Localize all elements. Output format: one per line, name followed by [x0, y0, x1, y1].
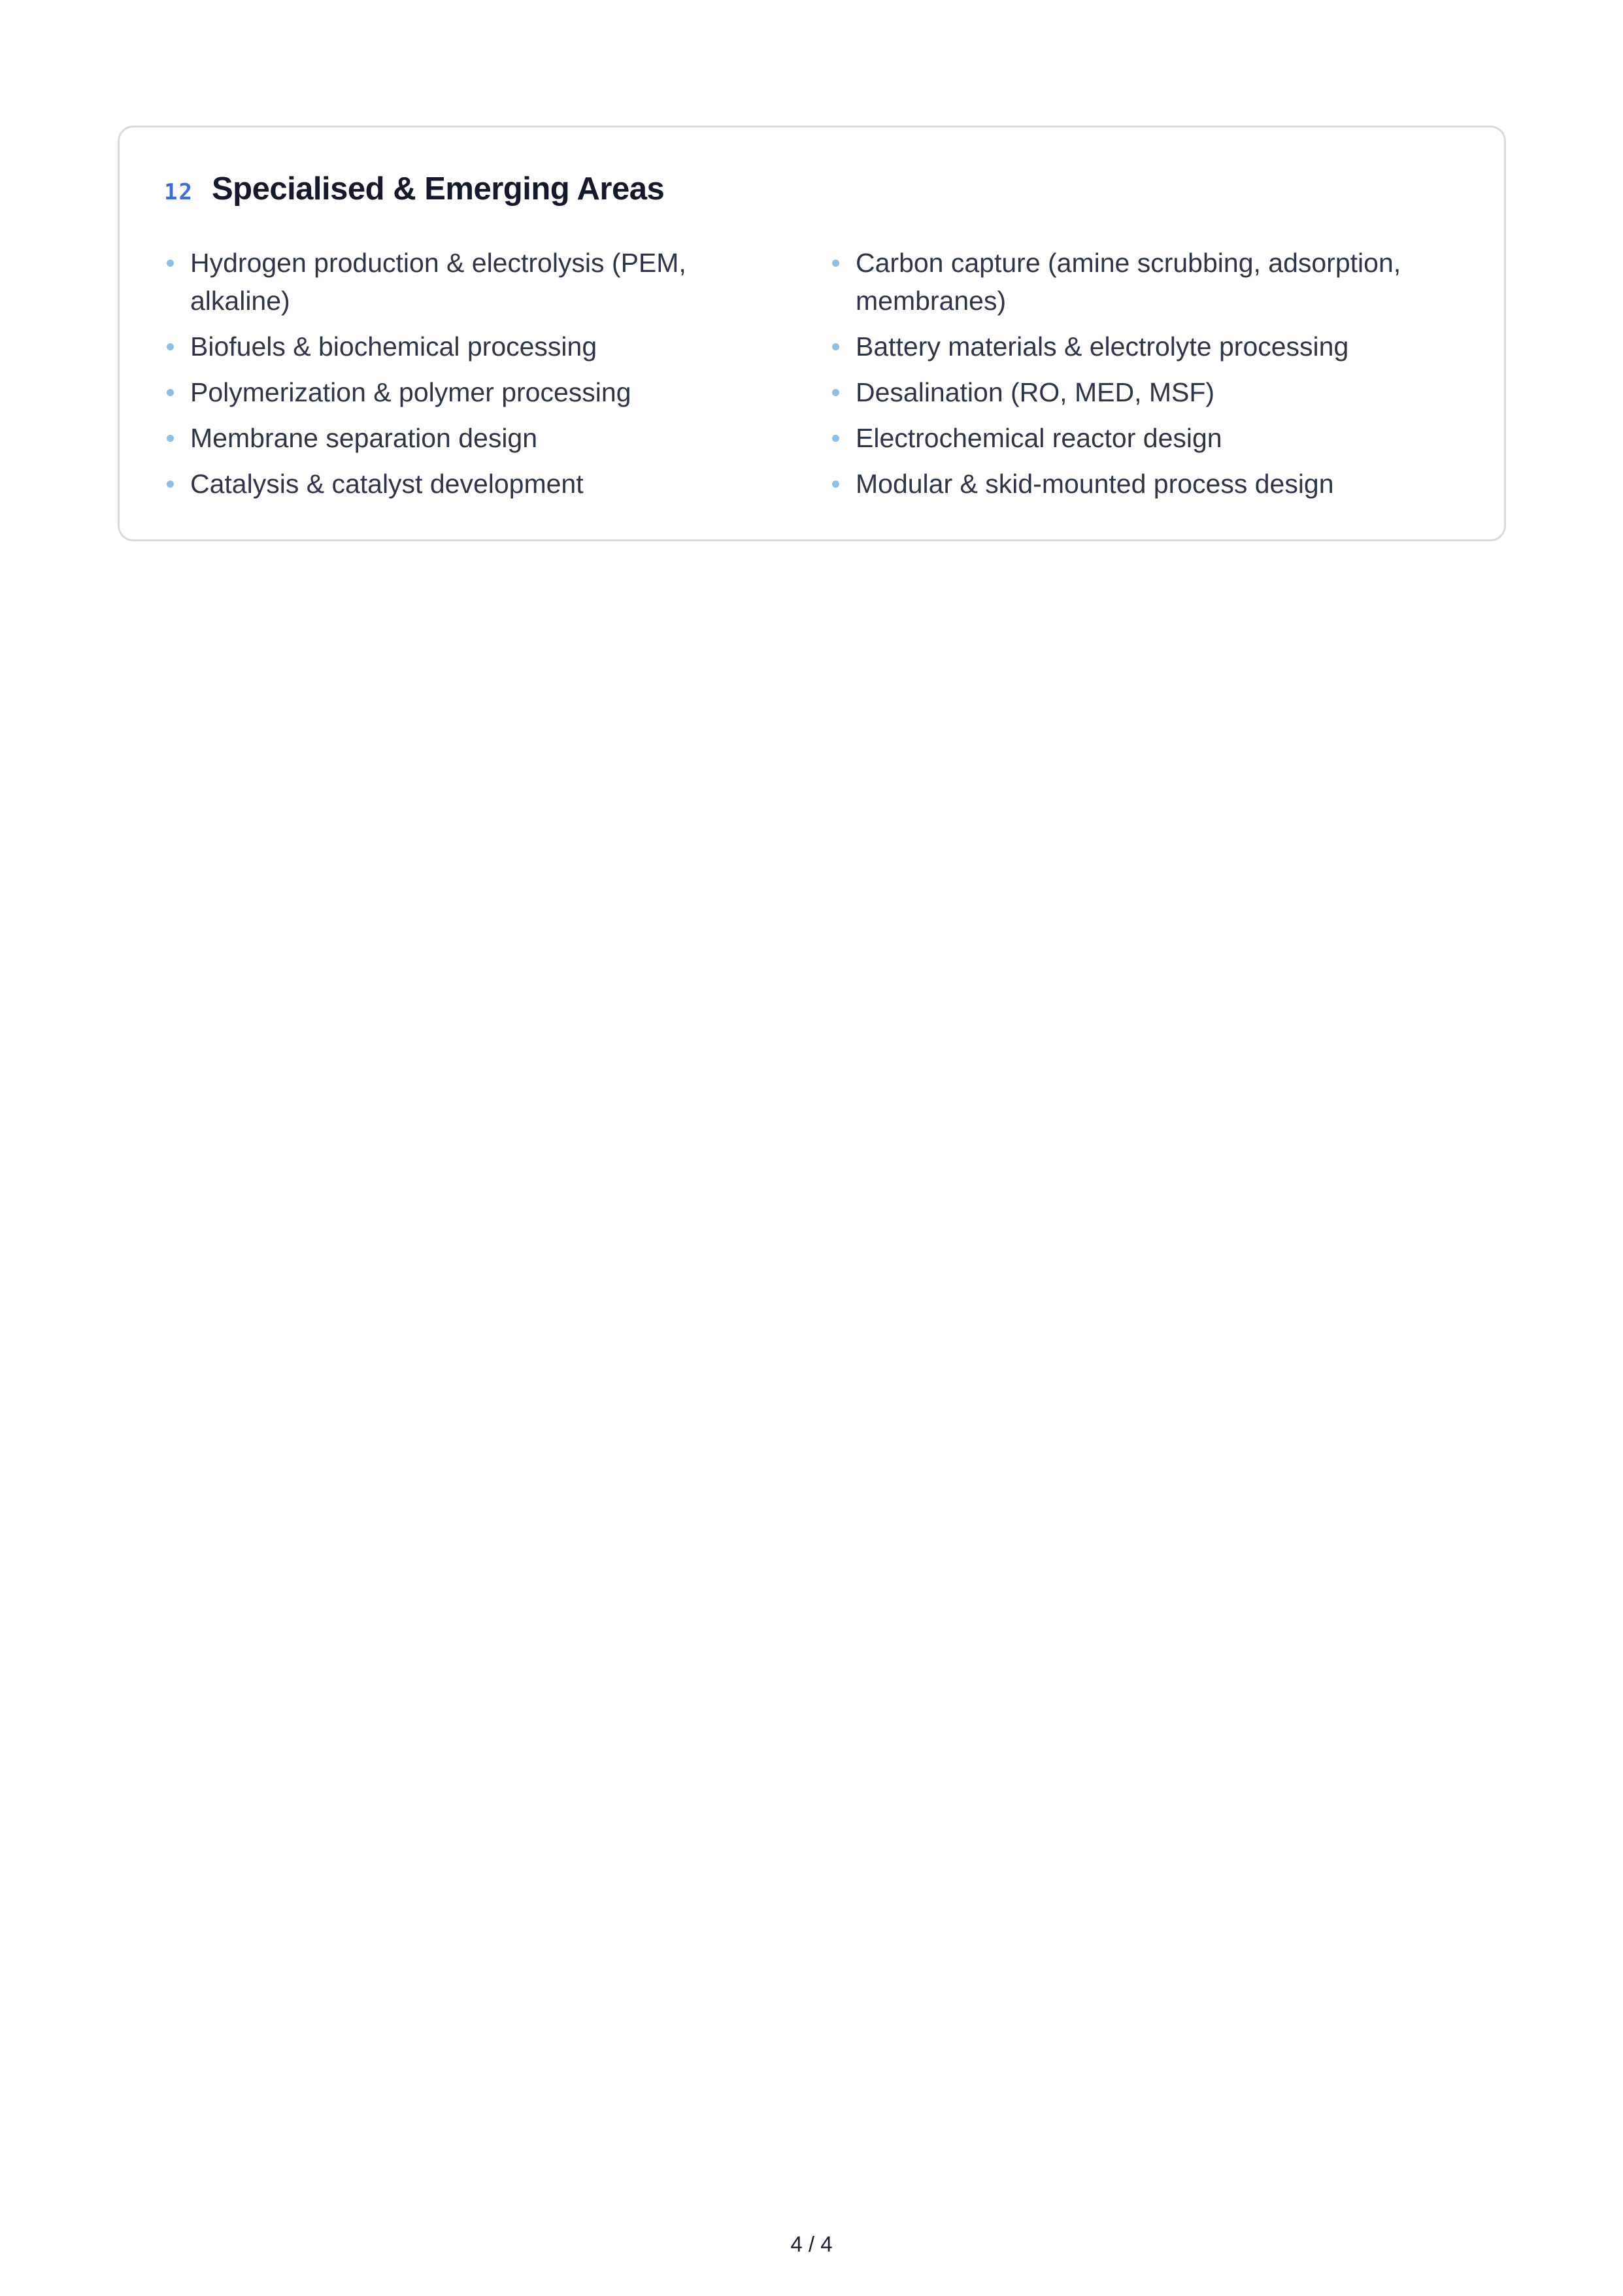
section-number: 12 — [164, 179, 193, 205]
bullet-dot-icon — [832, 343, 839, 350]
bullet-list-right — [829, 244, 1457, 511]
bullet-dot-icon — [167, 389, 174, 396]
section-card — [118, 126, 1506, 541]
list-item-text: Membrane separation design — [190, 423, 538, 453]
bullet-dot-icon — [167, 343, 174, 350]
bullet-dot-icon — [167, 435, 174, 442]
section-header — [164, 171, 664, 207]
list-item — [164, 373, 778, 411]
page-indicator: 4 / 4 — [790, 2232, 833, 2256]
list-item — [164, 328, 778, 365]
list-item-text: Polymerization & polymer processing — [190, 377, 631, 407]
list-item-text: Battery materials & electrolyte processing — [856, 331, 1349, 362]
list-item — [164, 465, 778, 503]
list-item — [829, 244, 1457, 320]
list-item-text: Hydrogen production & electrolysis (PEM, alkaline) — [190, 248, 686, 316]
bullet-dot-icon — [167, 481, 174, 488]
list-item-text: Modular & skid-mounted process design — [856, 469, 1334, 499]
list-item — [829, 328, 1457, 365]
section-title: Specialised & Emerging Areas — [211, 171, 665, 207]
bullet-dot-icon — [832, 481, 839, 488]
list-item — [164, 419, 778, 457]
bullet-list-left — [164, 244, 778, 511]
list-item — [829, 465, 1457, 503]
list-item — [829, 373, 1457, 411]
list-item-text: Electrochemical reactor design — [856, 423, 1222, 453]
bullet-dot-icon — [832, 435, 839, 442]
bullet-dot-icon — [832, 389, 839, 396]
list-item-text: Desalination (RO, MED, MSF) — [856, 377, 1215, 407]
list-item — [829, 419, 1457, 457]
list-item-text: Catalysis & catalyst development — [190, 469, 584, 499]
bullet-dot-icon — [832, 260, 839, 267]
list-item-text: Carbon capture (amine scrubbing, adsorption, membranes) — [856, 248, 1401, 316]
bullet-dot-icon — [167, 260, 174, 267]
list-item-text: Biofuels & biochemical processing — [190, 331, 597, 362]
list-item — [164, 244, 778, 320]
